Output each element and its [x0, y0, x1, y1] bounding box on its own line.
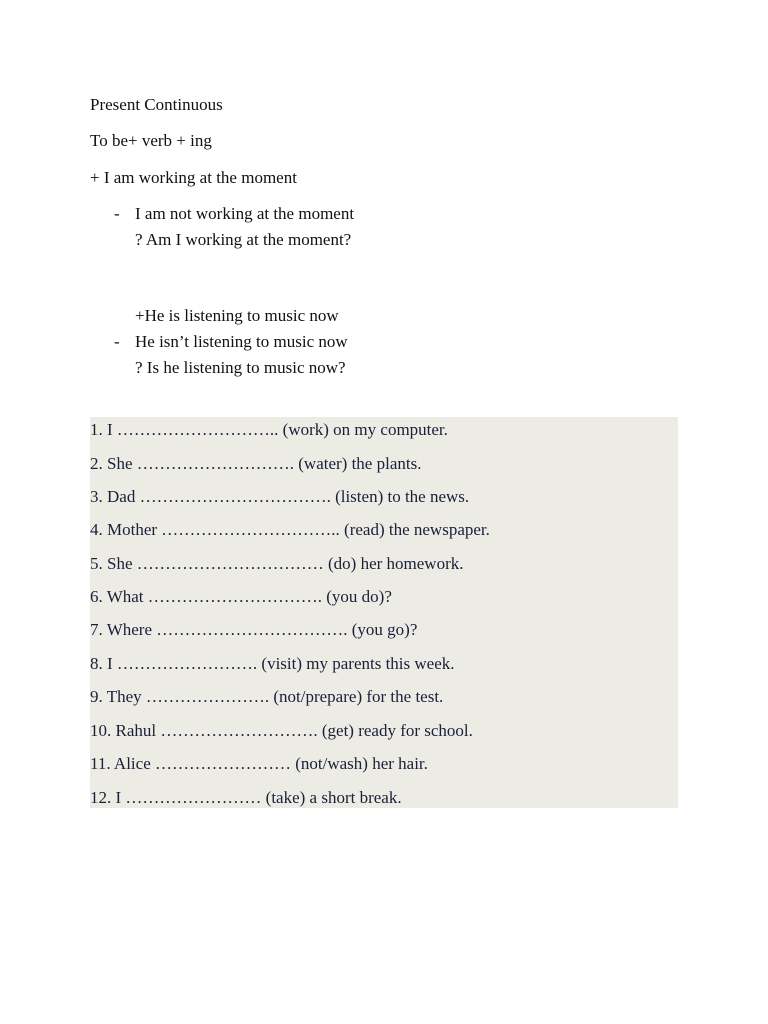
exercise-item: 12. I …………………… (take) a short break.: [90, 788, 402, 807]
exercise-list: [90, 417, 678, 808]
exercise-item: 5. She …………………………… (do) her homework.: [90, 554, 464, 573]
exercise-item: 3. Dad ……………………………. (listen) to the news.: [90, 487, 470, 506]
exercise-item: 8. I ……………………. (visit) my parents this week.: [90, 654, 455, 673]
exercise-item: 4. Mother ………………………….. (read) the newspaper.: [90, 520, 490, 539]
exercise-item: 9. They …………………. (not/prepare) for the test.: [90, 687, 444, 706]
exercise-item: 1. I ……………………….. (work) on my computer.: [90, 420, 448, 439]
example2-question: ? Is he listening to music now?: [135, 358, 346, 377]
exercise-item: 10. Rahul ………………………. (get) ready for school.: [90, 721, 473, 740]
exercise-item: 7. Where ……………………………. (you go)?: [90, 620, 418, 639]
example2-negative: He isn’t listening to music now: [135, 332, 348, 351]
example2-negative-dash: -: [114, 332, 120, 351]
exercise-item: 2. She ………………………. (water) the plants.: [90, 454, 422, 473]
exercise-item: 6. What …………………………. (you do)?: [90, 587, 392, 606]
formula-line: To be+ verb + ing: [90, 131, 212, 150]
example2-positive: +He is listening to music now: [135, 306, 339, 325]
example1-negative: I am not working at the moment: [135, 204, 355, 223]
exercise-item: 11. Alice …………………… (not/wash) her hair.: [90, 754, 428, 773]
page-title: Present Continuous: [90, 95, 223, 114]
example1-question: ? Am I working at the moment?: [135, 230, 352, 249]
example1-positive: + I am working at the moment: [90, 168, 297, 187]
example1-negative-dash: -: [114, 204, 120, 223]
